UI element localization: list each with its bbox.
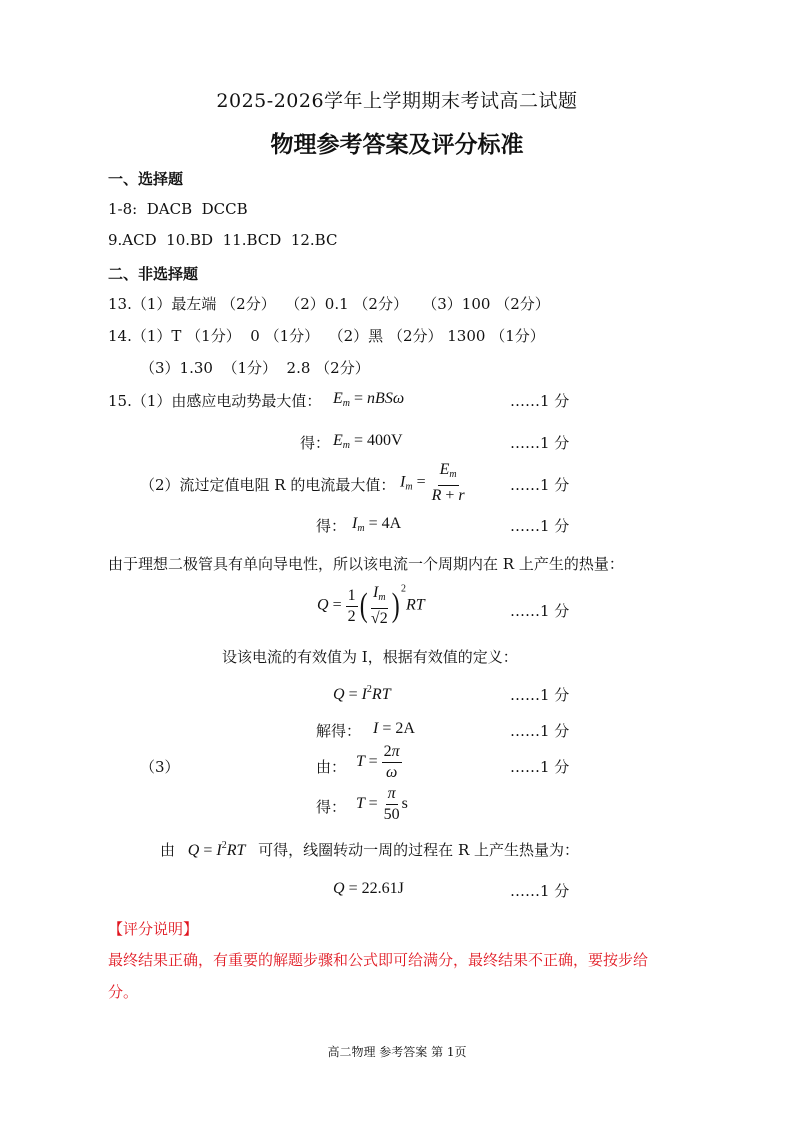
- equation-Im-value: $I_m = 4A$: [352, 515, 402, 534]
- answers-9-12: 9.ACD 10.BD 11.BCD 12.BC: [108, 231, 338, 249]
- answer-13: 13.（1）最左端 （2分） （2）0.1 （2分） （3）100 （2分）: [108, 295, 550, 313]
- grading-text-line-2: 分。: [108, 983, 139, 1001]
- answer-14-line-1: 14.（1）T （1分） 0 （1分） （2）黑 （2分） 1300 （1分）: [108, 327, 545, 345]
- page-footer: 高二物理 参考答案 第 1页: [327, 1045, 467, 1059]
- q15-you-label: 由：: [316, 758, 347, 776]
- rms-definition-text: 设该电流的有效值为 I，根据有效值的定义：: [222, 648, 518, 666]
- section-1-heading: 一、选择题: [108, 170, 184, 188]
- equation-I-value: I = 2A: [373, 720, 415, 737]
- diode-explanation: 由于理想二极管具有单向导电性，所以该电流一个周期内在 R 上产生的热量：: [108, 555, 624, 573]
- equation-Im-formula: $I_m$ = $\frac{E_m}{R + r}$: [400, 461, 465, 504]
- score-mark: ……1 分: [510, 476, 570, 494]
- score-mark: ……1 分: [510, 722, 570, 740]
- score-mark: ……1 分: [510, 758, 570, 776]
- equation-heat-half-period: Q = $\frac{1}{2}$ ( $\frac{I_m}{√2}$ ) $^2$RT: [317, 583, 425, 627]
- final-intro: 由 $Q = I^2RT$ 可得，线圈转动一周的过程在 R 上产生热量为：: [160, 840, 580, 859]
- equation-Q-I2RT: $Q = I^2RT$: [333, 684, 391, 703]
- equation-T-formula: T = $\frac{2\pi}{\omega}$: [356, 743, 400, 781]
- q15-de-label: 得：: [316, 517, 347, 535]
- document-title: 物理参考答案及评分标准: [270, 132, 524, 158]
- answer-14-line-2: （3）1.30 （1分） 2.8 （2分）: [140, 359, 370, 377]
- score-mark: ……1 分: [510, 686, 570, 704]
- grading-text-line-1: 最终结果正确，有重要的解题步骤和公式即可给满分，最终结果不正确，要按步给: [108, 951, 649, 969]
- score-mark: ……1 分: [510, 392, 570, 410]
- q15-part2-label: （2）流过定值电阻 R 的电流最大值：: [140, 476, 396, 494]
- q15-jiede-label: 解得：: [316, 722, 362, 740]
- score-mark: ……1 分: [510, 882, 570, 900]
- score-mark: ……1 分: [510, 602, 570, 620]
- equation-Q-final: Q = 22.61J: [333, 880, 404, 897]
- section-2-heading: 二、非选择题: [108, 265, 199, 283]
- answers-1-8: 1-8: DACB DCCB: [108, 200, 248, 218]
- q15-de-label: 得：: [316, 798, 347, 816]
- q15-part3-label: （3）: [140, 758, 180, 776]
- equation-T-value: T = $\frac{\pi}{50}$ s: [356, 785, 408, 823]
- score-mark: ……1 分: [510, 517, 570, 535]
- grading-heading: 【评分说明】: [108, 920, 199, 938]
- equation-Em-value: $E_m = 400V$: [333, 432, 403, 451]
- exam-title: 2025-2026学年上学期期末考试高二试题: [216, 90, 578, 112]
- q15-part1-label: 15.（1）由感应电动势最大值：: [108, 392, 322, 410]
- equation-Em-formula: $E_m = nBS\omega$: [333, 390, 405, 409]
- q15-de-label: 得：: [300, 434, 331, 452]
- score-mark: ……1 分: [510, 434, 570, 452]
